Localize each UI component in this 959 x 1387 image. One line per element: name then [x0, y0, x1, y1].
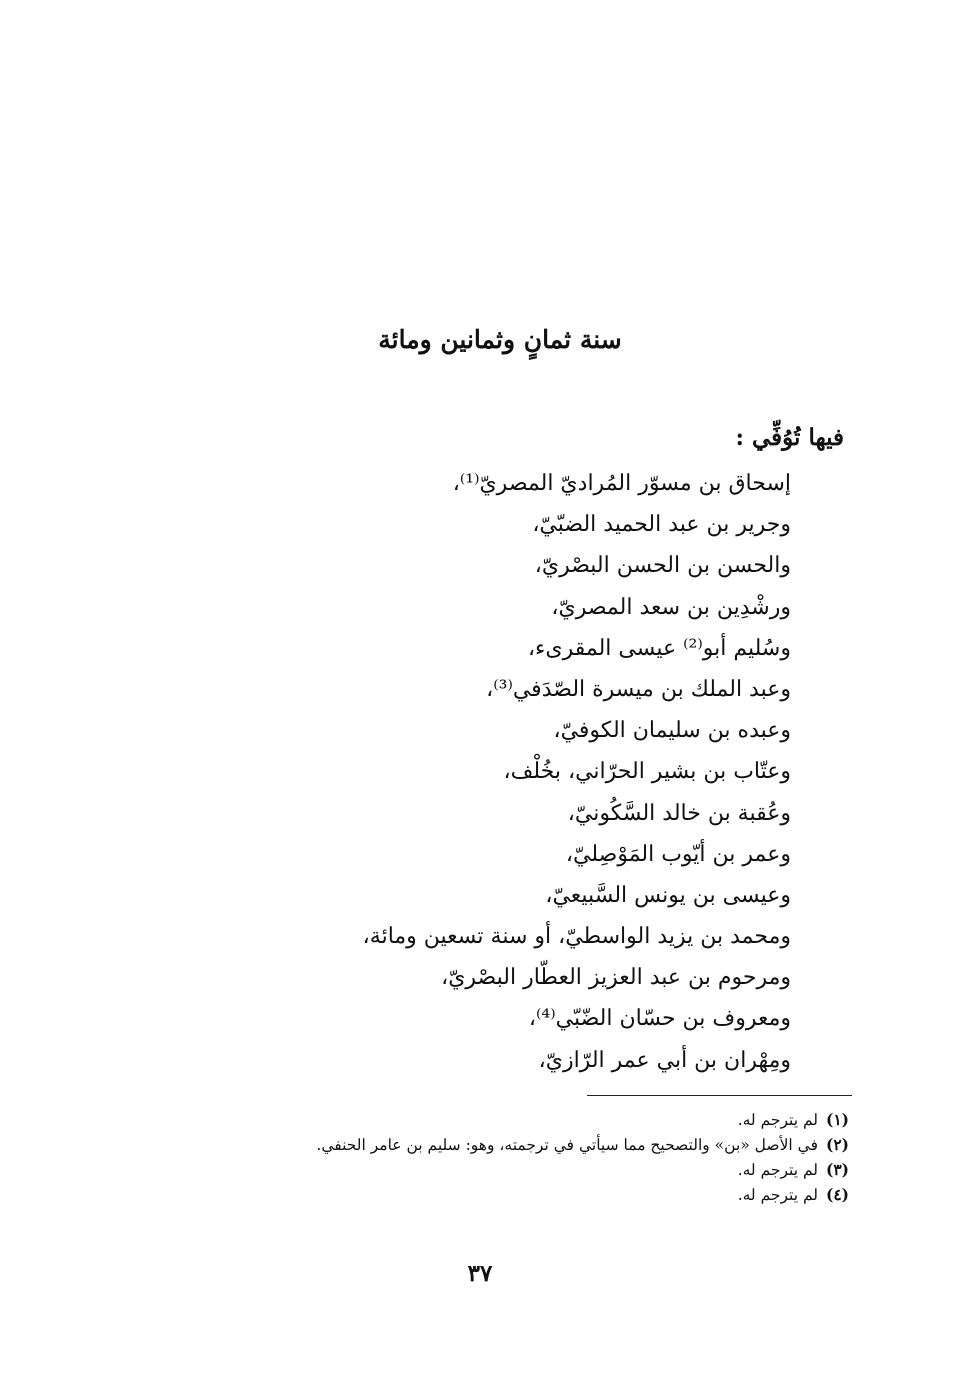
obituary-list	[231, 463, 791, 1081]
footnote-text: لم يترجم له.	[737, 1186, 818, 1204]
list-item: وجرير بن عبد الحميد الضبّيّ،	[532, 512, 791, 538]
footnote-text: في الأصل «بن» والتصحيح مما سيأتي في ترجمته، وهو: سليم بن عامر الحنفي.	[316, 1136, 818, 1154]
footnote	[149, 1132, 849, 1157]
list-item: وعتّاب بن بشير الحرّاني، بخُلْف،	[503, 759, 791, 785]
footnote-text: لم يترجم له.	[737, 1161, 818, 1179]
list-item: والحسن بن الحسن البصْريّ،	[534, 553, 791, 579]
intro-line: فيها تُوُفِّي :	[735, 424, 844, 451]
footnote-text: لم يترجم له.	[737, 1111, 818, 1129]
list-item: ورشْدِين بن سعد المصريّ،	[551, 594, 791, 620]
footnote-number: (٢)	[825, 1135, 849, 1154]
list-item: إسحاق بن مسوّر المُراديّ المصريّ⁽¹⁾،	[452, 471, 791, 496]
footnote-number: (٤)	[825, 1185, 849, 1204]
list-item: وعبده بن سليمان الكوفيّ،	[553, 718, 791, 744]
list-item: وعمر بن أيّوب المَوْصِليّ،	[565, 841, 791, 867]
list-item: ومحمد بن يزيد الواسطيّ، أو سنة تسعين ومائة،	[362, 924, 791, 950]
list-item: وعيسى بن يونس السَّبيعيّ،	[545, 882, 791, 908]
list-item: وعبد الملك بن ميسرة الصّدَفي⁽³⁾،	[486, 676, 791, 702]
list-item: وعُقبة بن خالد السَّكُونيّ،	[567, 800, 791, 826]
year-heading: سنة ثمانٍ وثمانين ومائة	[378, 325, 622, 354]
footnote	[149, 1182, 849, 1207]
page-number: ٣٧	[467, 1260, 493, 1287]
footnote-number: (٣)	[825, 1160, 849, 1179]
list-item: وسُليم أبو⁽²⁾ عيسى المقرىء،	[527, 635, 791, 661]
list-item: ومرحوم بن عبد العزيز العطّار البصْريّ،	[441, 965, 791, 991]
list-item: ومعروف بن حسّان الضّبّي⁽⁴⁾،	[528, 1006, 791, 1032]
list-item: ومِهْران بن أبي عمر الرّازيّ،	[538, 1047, 791, 1073]
footnote	[149, 1107, 849, 1132]
footnote-divider	[587, 1095, 852, 1096]
footnote-number: (١)	[825, 1110, 849, 1129]
footnotes	[149, 1107, 849, 1207]
footnote	[149, 1157, 849, 1182]
